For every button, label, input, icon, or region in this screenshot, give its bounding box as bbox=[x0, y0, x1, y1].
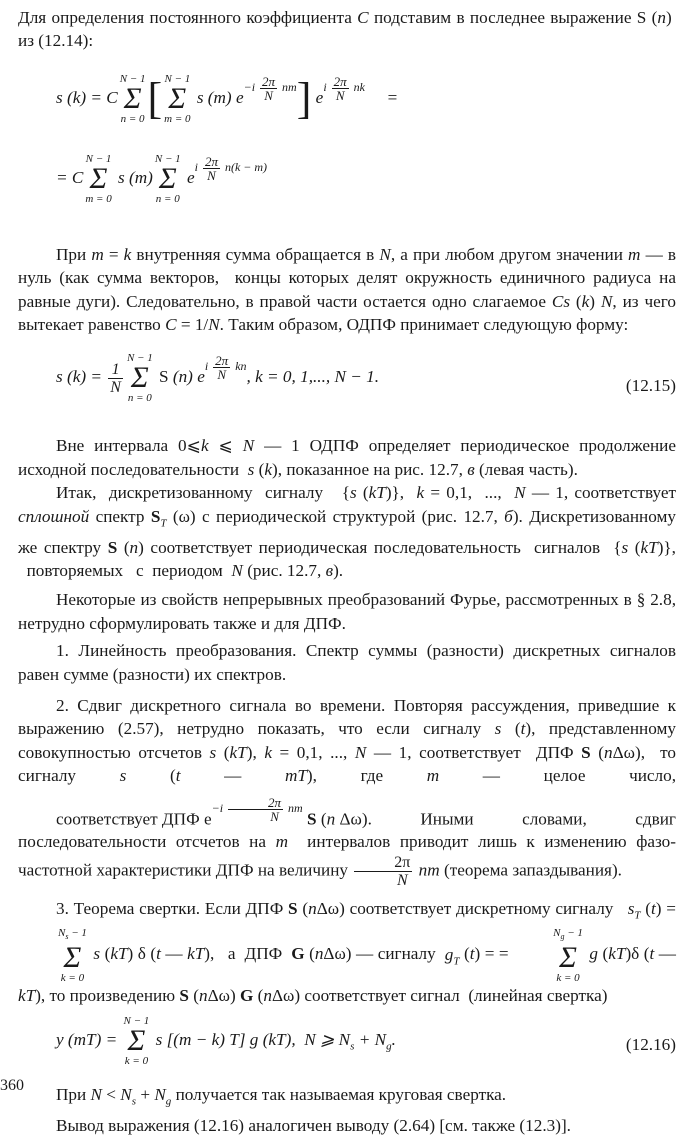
paragraph-circular-convolution: При $N < N_s + N_g$ получается так называемая круговая свертка. bbox=[56, 1085, 507, 1108]
equation-number-12-15: (12.15) bbox=[625, 376, 676, 396]
item-1-linearity: 1. Линейность преобразования. Спектр суммы (разности) дискретных сигналов равен сумме (разности) их спектров. bbox=[18, 641, 676, 684]
paragraph-properties: Некоторые из свойств непрерывных преобразований Фурье, рассмотренных в § 2.8, нетрудно сформулировать также и для ДПФ. bbox=[18, 590, 676, 633]
paragraph-outside-interval: Вне интервала 0⩽k ⩽ N — 1 ОДПФ определяет периодическое продолжение исходной последовательности s (k), показанное на рис. 12.7, в (левая часть). bbox=[18, 436, 677, 479]
item-3-convolution: 3. Теорема свертки. Если ДПФ S (nΔω) соответствует дискретному сигналу $s_T$ (t) = $N_s - 1$ Σ k = 0 s (kT) δ (t — kT), а ДПФ G (nΔω) — сигналу $g_T$ (t) = = $N_g - 1$ Σ k = 0 g (kT)δ (t — kT), то произведению S (nΔω) G (nΔω) соответствует сигнал (линейная свертка) bbox=[18, 898, 676, 1005]
paragraph-m-equals-k: При m = k внутренняя сумма обращается в N, а при любом другом значении m — в нуль (как сумма векторов, концы которых делят окружность единичного радиуса на равные дуги). Следовательно, в правой части остается одно слагаемое Cs (k) N, из чего вытекает равенство C = 1/N. Таким образом, ОДПФ принимает следующую форму: bbox=[18, 244, 676, 335]
paragraph-derivation: Вывод выражения (12.16) аналогичен выводу (2.64) [см. также (12.3)]. bbox=[56, 1115, 571, 1135]
page-number: 360 bbox=[0, 1077, 24, 1094]
formula-1-line-1: s (k) = C N − 1 Σ n = 0 [ N − 1 Σ m = 0 s (m) $e^{-i \frac{2\pi}{N} nm}$] $e^{i \frac{2\pi}{N} nk}$ = bbox=[56, 72, 399, 125]
formula-12-16: y (mT) = N − 1 Σ k = 0 s [(m − k) T] g (kT), N ⩾ $N_s + N_g$. (12.16) bbox=[56, 1015, 676, 1068]
intro-paragraph: Для определения постоянного коэффициента C подставим в последнее выражение S (n) из (12.14): bbox=[18, 8, 677, 51]
page bbox=[18, 6, 676, 1137]
item-2-time-shift: 2. Сдвиг дискретного сигнала во времени. Повторяя рассуждения, приведшие к выражению (2.57), нетрудно показать, что если сигналу s (t), представленному совокупностью отсчетов s (kT), k = 0,1, ..., N — 1, соответствует ДПФ S (nΔω), то сигналу s (t — mT), где m — целое число, соответствует ДПФ $e^{-i \frac{2\pi}{N} nm}$ S (n Δω). Иными словами, сдвиг последовательности отсчетов на m интервалов приводит лишь к изменению фазо-частотной характеристики ДПФ на величину $\frac{2\pi}{N}$ nm (теорема запаздывания). bbox=[18, 695, 677, 889]
equation-number-12-16: (12.16) bbox=[625, 1035, 676, 1055]
formula-12-15-tail: , k = 0, 1,..., N − 1. bbox=[246, 367, 380, 387]
formula-12-15: s (k) = $\frac{1}{N}$ N − 1 Σ n = 0 S (n) $e^{i \frac{2\pi}{N} kn}$, k = 0, 1,..., N − 1. (12.15) bbox=[56, 352, 676, 405]
formula-1-line-2: = C N − 1 Σ m = 0 s (m) N − 1 Σ n = 0 $e^{i \frac{2\pi}{N} n(k - m)}$ bbox=[56, 152, 268, 205]
paragraph-itak: Итак, дискретизованному сигналу {s (kT)}, k = 0,1, ..., N — 1, соответствует сплошной спектр $S_T$ (ω) с периодической структурой (рис. 12.7, б). Дискретизованному же спектру S (n) соответствует периодическая последовательность сигналов {s (kT)}, повторяемых с периодом N (рис. 12.7, в). bbox=[18, 483, 676, 580]
